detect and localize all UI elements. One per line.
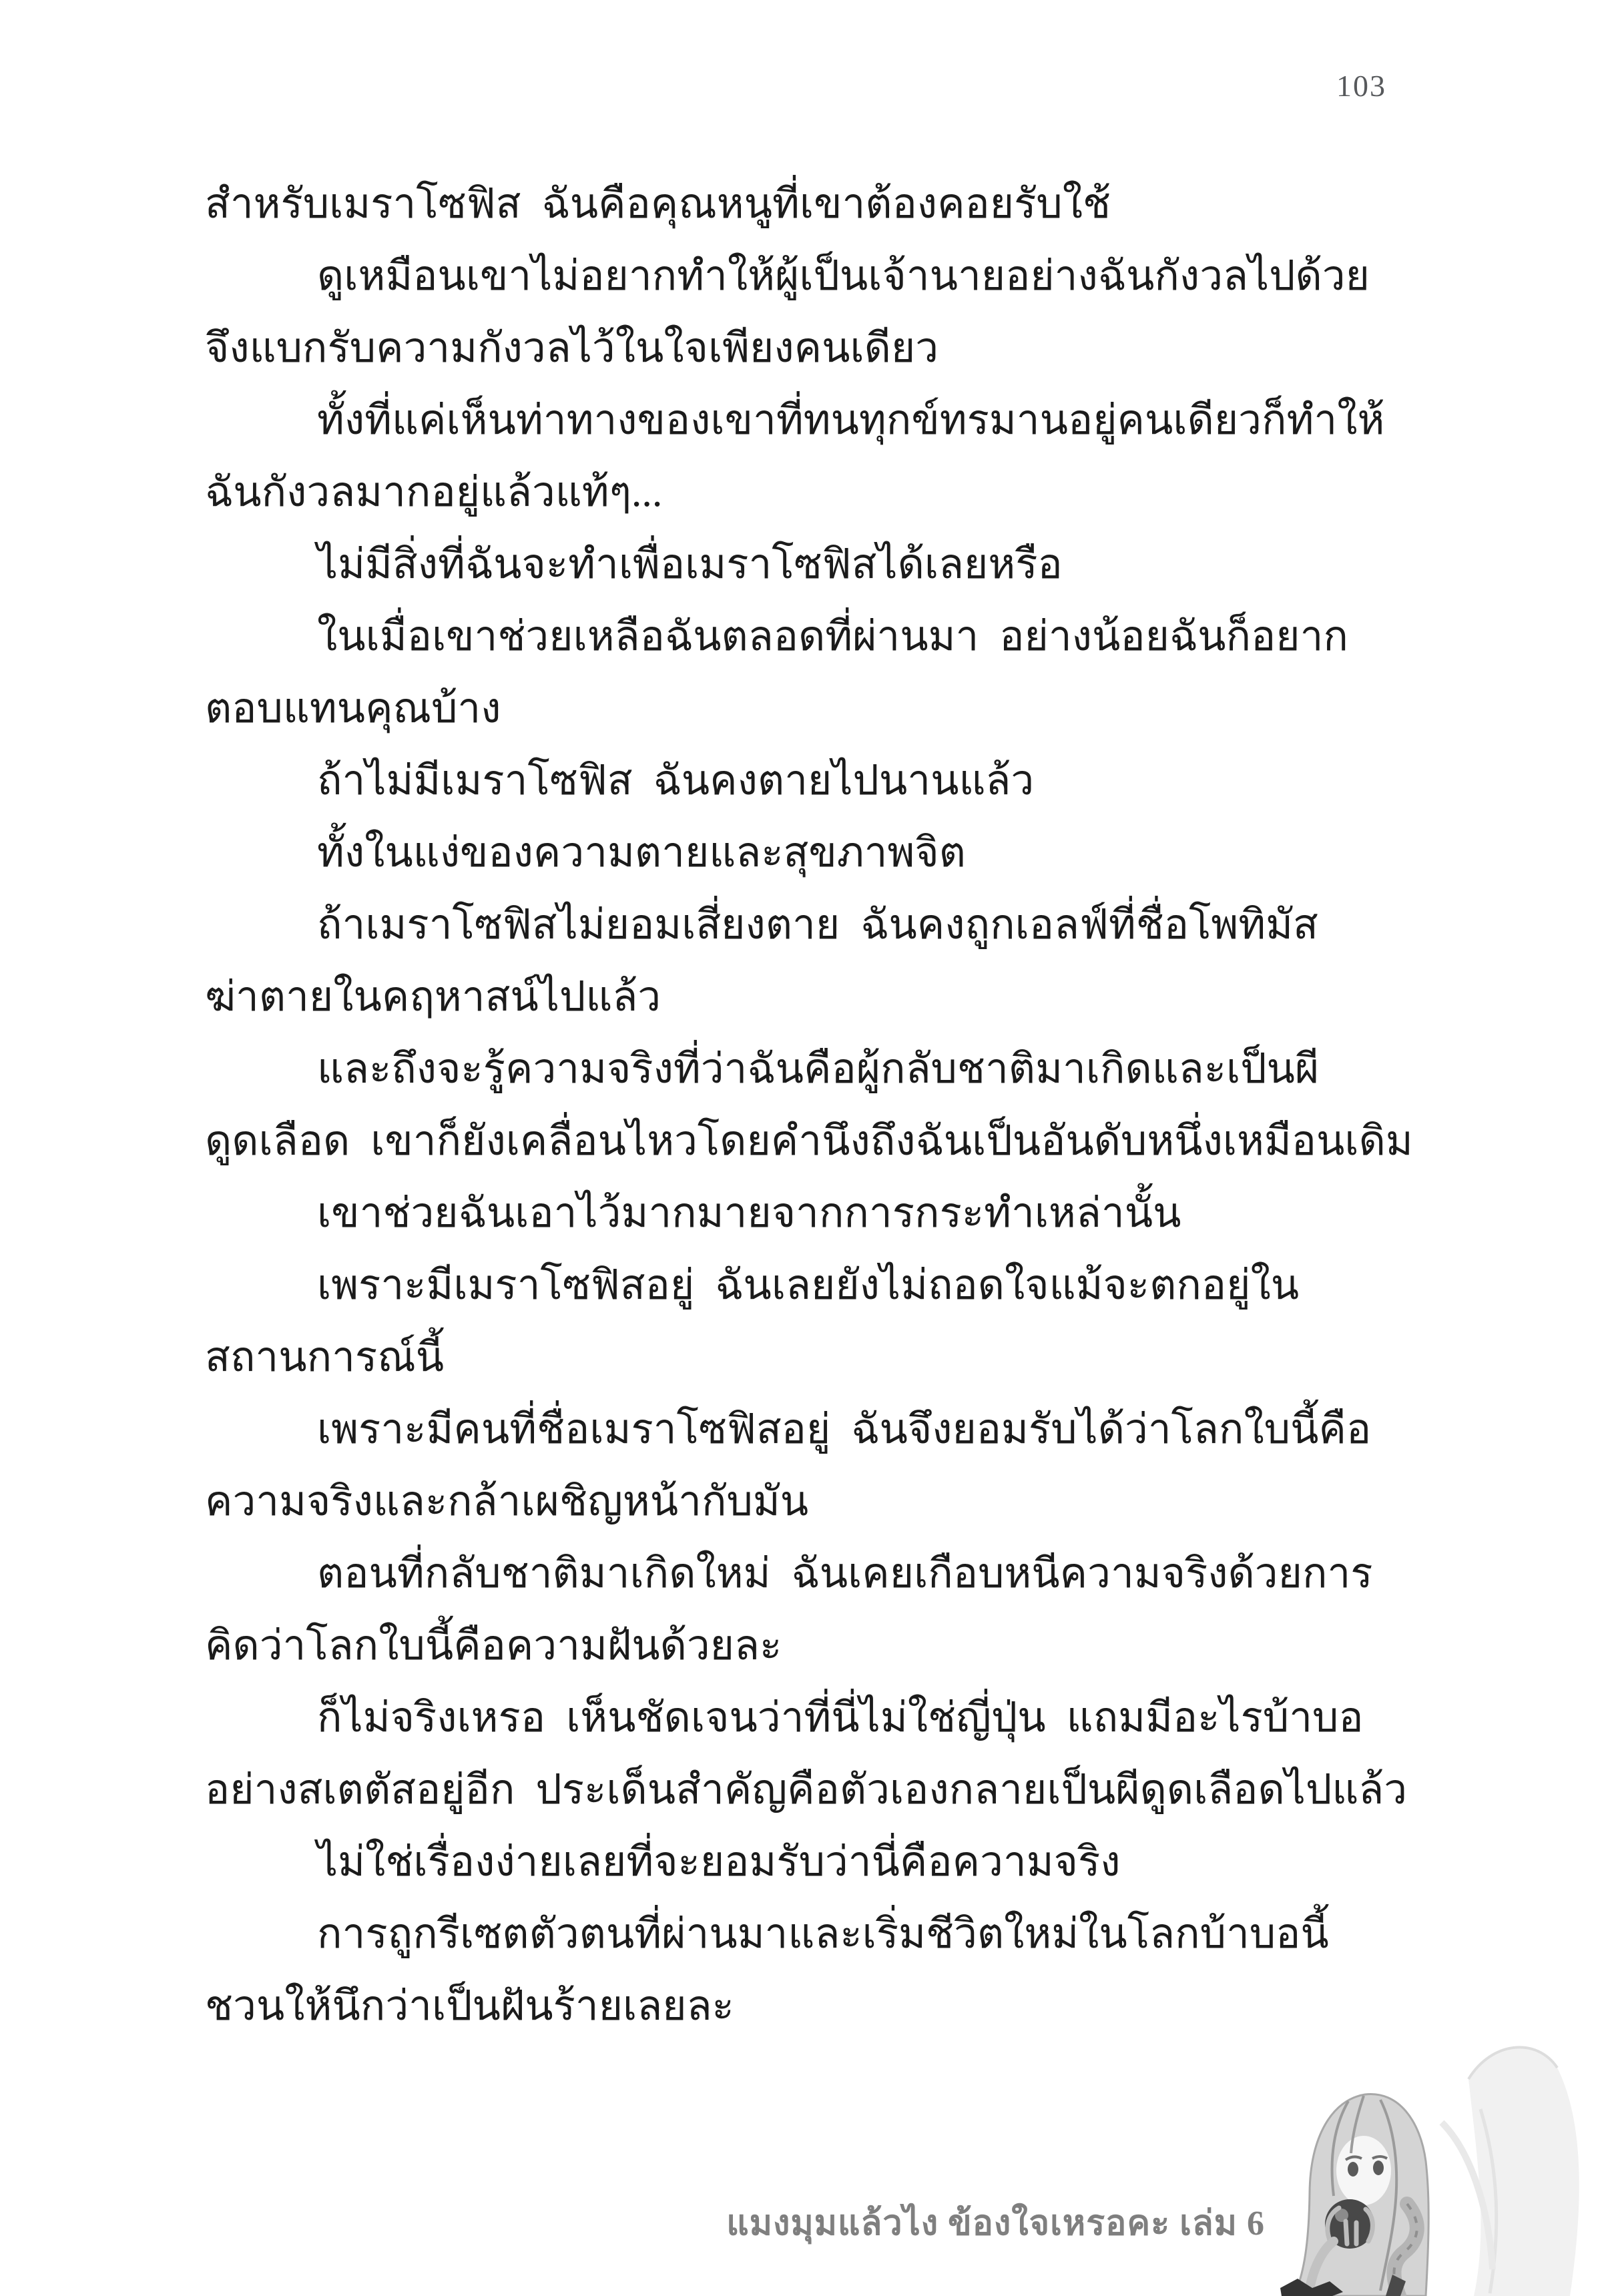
text-line: เพราะมีเมราโซฟิสอยู่ ฉันเลยยังไม่ถอดใจแม้จะตกอยู่ใน bbox=[317, 1263, 1300, 1308]
text-line: ชวนให้นึกว่าเป็นฝันร้ายเลยละ bbox=[205, 1984, 734, 2029]
text-line: ตอนที่กลับชาติมาเกิดใหม่ ฉันเคยเกือบหนีความจริงด้วยการ bbox=[317, 1551, 1373, 1597]
text-line: ทั้งในแง่ของความตายและสุขภาพจิต bbox=[317, 830, 966, 876]
text-line: เขาช่วยฉันเอาไว้มากมายจากการกระทำเหล่านั้น bbox=[317, 1191, 1181, 1236]
text-line: ฉันกังวลมากอยู่แล้วแท้ๆ... bbox=[205, 470, 663, 515]
text-line: ก็ไม่จริงเหรอ เห็นชัดเจนว่าที่นี่ไม่ใช่ญี่ปุ่น แถมมีอะไรบ้าบอ bbox=[317, 1695, 1364, 1741]
corner-illustration-girl-sketch bbox=[1268, 2029, 1612, 2296]
text-line: จึงแบกรับความกังวลไว้ในใจเพียงคนเดียว bbox=[205, 326, 939, 371]
text-line: ในเมื่อเขาช่วยเหลือฉันตลอดที่ผ่านมา อย่างน้อยฉันก็อยาก bbox=[317, 614, 1348, 659]
text-line: ตอบแทนคุณบ้าง bbox=[205, 686, 501, 732]
wing-shape bbox=[1442, 2047, 1579, 2296]
text-line: ความจริงและกล้าเผชิญหน้ากับมัน bbox=[205, 1479, 809, 1524]
text-line: ไม่มีสิ่งที่ฉันจะทำเพื่อเมราโซฟิสได้เลยหรือ bbox=[317, 542, 1063, 587]
girl-figure bbox=[1280, 2094, 1428, 2296]
text-line: ดูดเลือด เขาก็ยังเคลื่อนไหวโดยคำนึงถึงฉันเป็นอันดับหนึ่งเหมือนเดิม bbox=[205, 1119, 1413, 1164]
footer-book-title: แมงมุมแล้วไง ข้องใจเหรอคะ เล่ม 6 bbox=[726, 2205, 1265, 2243]
body-text bbox=[205, 168, 1433, 2042]
text-line: ฆ่าตายในคฤหาสน์ไปแล้ว bbox=[205, 974, 661, 1020]
text-line: สำหรับเมราโซฟิส ฉันคือคุณหนูที่เขาต้องคอยรับใช้ bbox=[205, 182, 1111, 227]
text-line: ถ้าไม่มีเมราโซฟิส ฉันคงตายไปนานแล้ว bbox=[317, 758, 1035, 804]
text-line: ทั้งที่แค่เห็นท่าทางของเขาที่ทนทุกข์ทรมานอยู่คนเดียวก็ทำให้ bbox=[317, 398, 1385, 443]
text-line: เพราะมีคนที่ชื่อเมราโซฟิสอยู่ ฉันจึงยอมรับได้ว่าโลกใบนี้คือ bbox=[317, 1407, 1372, 1452]
text-line: การถูกรีเซตตัวตนที่ผ่านมาและเริ่มชีวิตใหม่ในโลกบ้าบอนี้ bbox=[317, 1912, 1329, 1957]
text-line: สถานการณ์นี้ bbox=[205, 1335, 445, 1380]
text-line: และถึงจะรู้ความจริงที่ว่าฉันคือผู้กลับชาติมาเกิดและเป็นผี bbox=[317, 1047, 1320, 1092]
text-line: อย่างสเตตัสอยู่อีก ประเด็นสำคัญคือตัวเองกลายเป็นผีดูดเลือดไปแล้ว bbox=[205, 1767, 1408, 1813]
text-line: ไม่ใช่เรื่องง่ายเลยที่จะยอมรับว่านี่คือความจริง bbox=[317, 1839, 1121, 1885]
text-line: คิดว่าโลกใบนี้คือความฝันด้วยละ bbox=[205, 1623, 782, 1669]
page-number: 103 bbox=[1336, 69, 1386, 103]
text-line: ถ้าเมราโซฟิสไม่ยอมเสี่ยงตาย ฉันคงถูกเอลฟ์ที่ชื่อโพทิมัส bbox=[317, 902, 1318, 948]
text-line: ดูเหมือนเขาไม่อยากทำให้ผู้เป็นเจ้านายอย่างฉันกังวลไปด้วย bbox=[317, 254, 1370, 299]
